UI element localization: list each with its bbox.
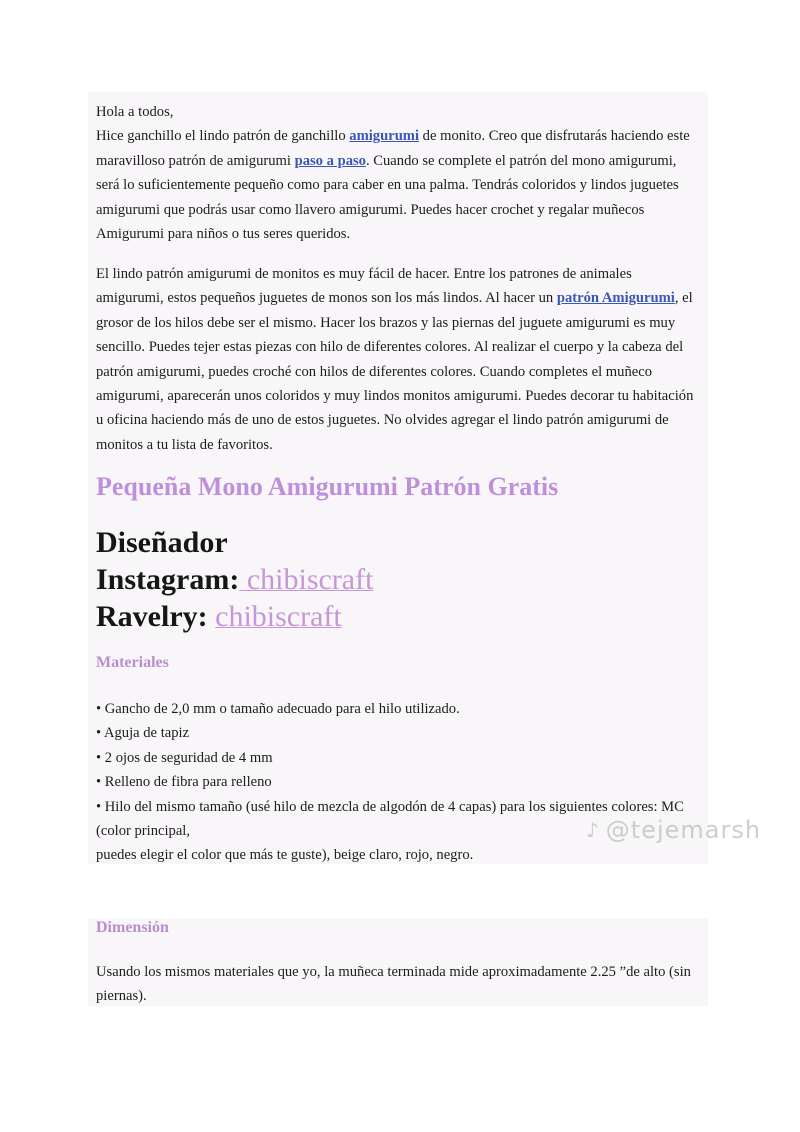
intro-text-b: de monito. Creo que disfrutarás haciendo este maravilloso patrón de amigurumi bbox=[96, 128, 690, 169]
para2-text-a: El lindo patrón amigurumi de monitos es muy fácil de hacer. Entre los patrones de animales amigurumi, estos pequeños juguetes de monos son los más lindos. Al hacer un bbox=[96, 266, 632, 307]
ravelry-label: Ravelry: bbox=[96, 600, 208, 633]
designer-block bbox=[96, 524, 700, 635]
intro-text-c: . Cuando se complete el patrón del mono amigurumi, será lo suficientemente pequeño como para caber en una palma. Tendrás coloridos y lindos juguetes amigurumi que podrás usar como llavero amigurumi. Puedes hacer crochet y regalar muñecos Amigurumi para niños o tus seres queridos. bbox=[96, 152, 679, 243]
para2-text-b: , el grosor de los hilos debe ser el mismo. Hacer los brazos y las piernas del juguete amigurumi es muy sencillo. Puedes tejer estas piezas con hilo de diferentes colores. Al realizar el cuerpo y la cabeza del patrón amigurumi, puedes croché con hilos de diferentes colores. Cuando completes el muñeco amigurumi, aparecerán unos coloridos y muy lindos monitos amigurumi. Puedes decorar tu habitación u oficina haciendo más de uno de estos juguetes. No olvides agregar el lindo patrón amigurumi de monitos a tu lista de favoritos. bbox=[96, 290, 694, 453]
tiktok-watermark bbox=[586, 816, 761, 844]
intro-paragraph bbox=[96, 124, 700, 246]
dimension-heading: Dimensión bbox=[96, 919, 169, 936]
ravelry-line bbox=[96, 598, 700, 635]
list-item: • Gancho de 2,0 mm o tamaño adecuado para el hilo utilizado. bbox=[96, 701, 460, 717]
tiktok-icon: ♪ bbox=[586, 818, 600, 842]
description-paragraph bbox=[96, 262, 700, 457]
greeting: Hola a todos, bbox=[96, 104, 174, 120]
instagram-handle-link[interactable]: chibiscraft bbox=[239, 563, 374, 596]
instagram-line bbox=[96, 561, 700, 598]
list-item: • Aguja de tapiz bbox=[96, 725, 190, 742]
designer-heading: Diseñador bbox=[96, 526, 228, 559]
instagram-label: Instagram: bbox=[96, 563, 240, 596]
list-item: • Relleno de fibra para relleno bbox=[96, 774, 272, 791]
page-title: Pequeña Mono Amigurumi Patrón Gratis bbox=[96, 472, 559, 501]
intro-section bbox=[96, 100, 700, 246]
dimension-text: Usando los mismos materiales que yo, la muñeca terminada mide aproximadamente 2.25 ”de alto (sin piernas). bbox=[96, 964, 691, 1005]
watermark-text: @tejemarsh bbox=[605, 816, 762, 844]
ravelry-handle-link[interactable]: chibiscraft bbox=[215, 600, 342, 633]
amigurumi-link[interactable]: amigurumi bbox=[349, 128, 420, 145]
list-item: • 2 ojos de seguridad de 4 mm bbox=[96, 749, 273, 766]
list-item: • Hilo del mismo tamaño (usé hilo de mezcla de algodón de 4 capas) para los siguientes colores: MC (color principal, bbox=[96, 798, 684, 840]
list-item: puedes elegir el color que más te guste), beige claro, rojo, negro. bbox=[96, 847, 474, 864]
materials-heading: Materiales bbox=[96, 654, 169, 671]
patron-amigurumi-link[interactable]: patrón Amigurumi bbox=[556, 290, 675, 307]
paso-a-paso-link[interactable]: paso a paso bbox=[294, 152, 366, 169]
intro-text-a: Hice ganchillo el lindo patrón de ganchillo bbox=[96, 128, 350, 145]
